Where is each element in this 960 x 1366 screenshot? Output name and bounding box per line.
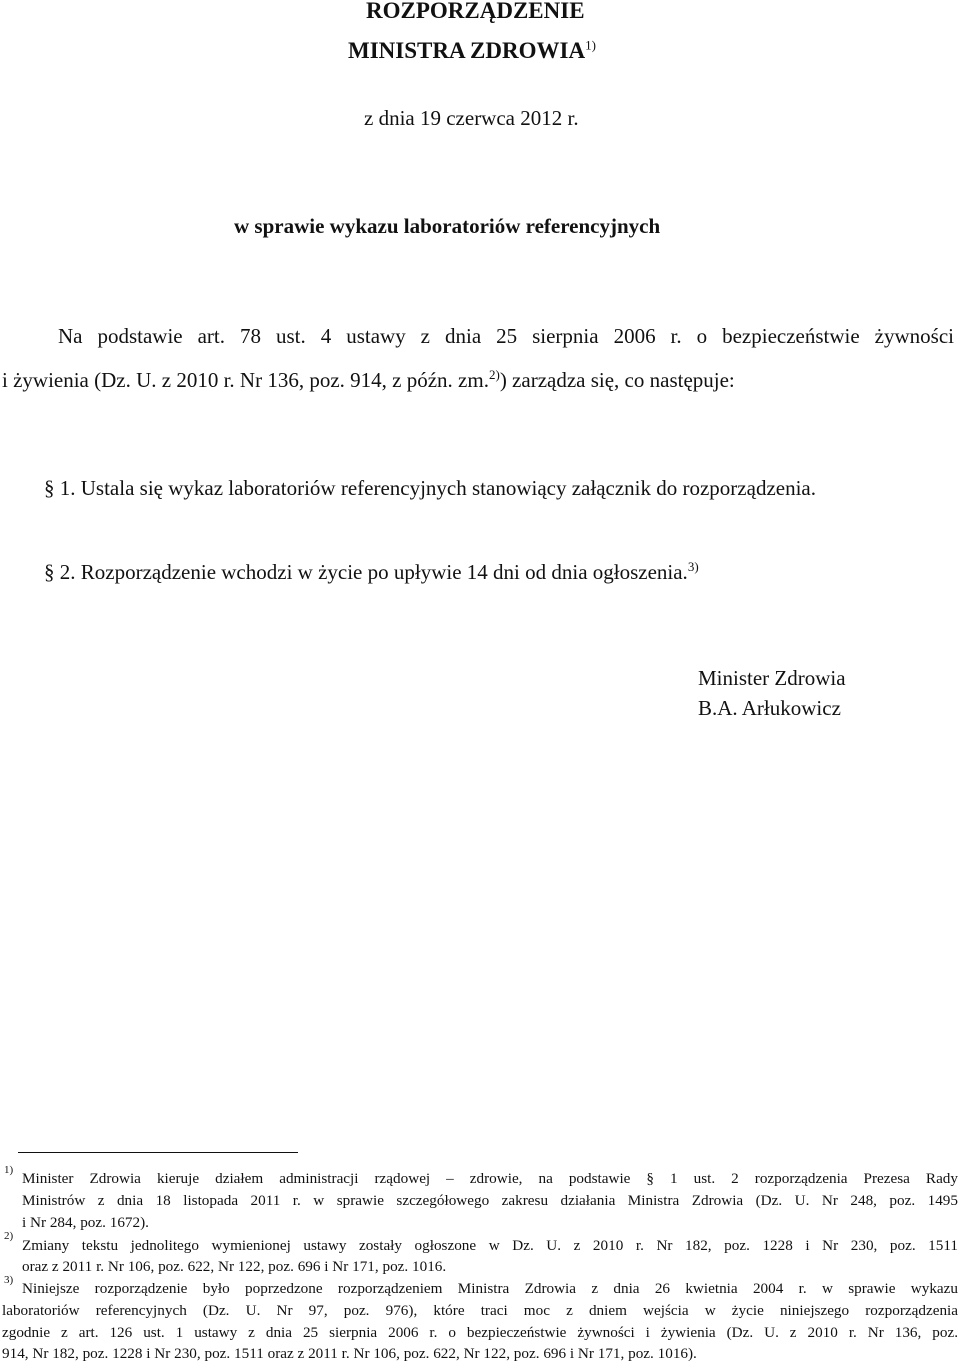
footnote-ref-1: 1) [585, 37, 596, 53]
signature-name: B.A. Arłukowicz [698, 696, 841, 720]
footnote-2-line1: Zmiany tekstu jednolitego wymienionej ustawy zostały ogłoszone w Dz. U. z 2010 r. Nr 182, poz. 1228 i Nr 230, poz. 1511 [22, 1237, 958, 1254]
document-title-line2 [348, 38, 596, 64]
footnote-3-mark: 3) [4, 1274, 14, 1286]
footnote-2-line2: oraz z 2011 r. Nr 106, poz. 622, Nr 122, poz. 696 i Nr 171, poz. 1016. [22, 1258, 447, 1275]
footnote-3-line4: 914, Nr 182, poz. 1228 i Nr 230, poz. 1511 oraz z 2011 r. Nr 106, poz. 622, Nr 122, poz. 696 i Nr 171, poz. 1016). [2, 1345, 697, 1362]
footnote-2-mark: 2) [4, 1230, 14, 1242]
footnote-3-line2: laboratoriów referencyjnych (Dz. U. Nr 97, poz. 976), które traci moc z dniem wejścia w życie niniejszego rozporządzenia [2, 1302, 958, 1319]
footnote-1-line2: Ministrów z dnia 18 listopada 2011 r. w sprawie szczegółowego zakresu działania Ministra Zdrowia (Dz. U. Nr 248, poz. 1495 [22, 1192, 958, 1209]
document-title: ROZPORZĄDZENIE [366, 0, 585, 23]
footnote-ref-3: 3) [687, 559, 699, 574]
document-subject: w sprawie wykazu laboratoriów referencyjnych [234, 214, 661, 238]
preamble-line2-start: i żywienia (Dz. U. z 2010 r. Nr 136, poz. 914, z późn. zm. [2, 368, 489, 392]
footnote-1-mark: 1) [4, 1164, 14, 1176]
footnote-separator [18, 1152, 298, 1153]
ministry-name: MINISTRA ZDROWIA [348, 38, 586, 63]
signature-role: Minister Zdrowia [698, 666, 846, 690]
footnote-1-line1: Minister Zdrowia kieruje działem administracji rządowej – zdrowie, na podstawie § 1 ust. 2 rozporządzenia Prezesa Rady [22, 1170, 958, 1187]
paragraph-2-text: 2. Rozporządzenie wchodzi w życie po upływie 14 dni od dnia ogłoszenia. [59, 560, 688, 584]
paragraph-2 [44, 560, 699, 585]
paragraph-1 [44, 476, 816, 501]
document-date: z dnia 19 czerwca 2012 r. [364, 106, 579, 130]
section-sign: § [44, 560, 55, 584]
paragraph-1-text: 1. Ustala się wykaz laboratoriów referencyjnych stanowiący załącznik do rozporządzenia. [59, 476, 816, 500]
preamble-line2-end: ) zarządza się, co następuje: [499, 368, 735, 392]
footnote-3-line1: Niniejsze rozporządzenie było poprzedzone rozporządzeniem Ministra Zdrowia z dnia 26 kwietnia 2004 r. w sprawie wykazu [22, 1280, 958, 1297]
preamble-line1: Na podstawie art. 78 ust. 4 ustawy z dnia 25 sierpnia 2006 r. o bezpieczeństwie żywności [58, 324, 954, 348]
preamble-line2 [2, 368, 735, 393]
footnote-1-line3: i Nr 284, poz. 1672). [22, 1214, 149, 1231]
footnote-ref-2: 2) [488, 367, 500, 382]
footnote-3-line3: zgodnie z art. 126 ust. 1 ustawy z dnia 25 sierpnia 2006 r. o bezpieczeństwie żywności i żywienia (Dz. U. z 2010 r. Nr 136, poz. [2, 1324, 958, 1341]
section-sign: § [44, 476, 55, 500]
